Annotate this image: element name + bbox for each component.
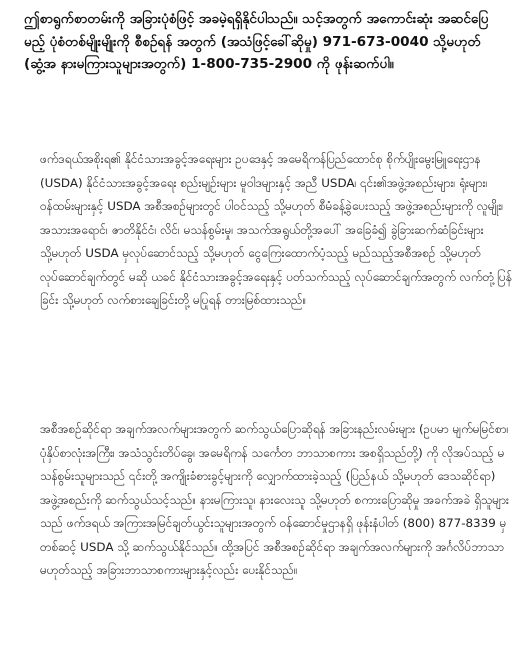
accessibility-paragraph: အစီအစဉ်ဆိုင်ရာ အချက်အလက်များအတွက် ဆက်သွယ်ပြောဆိုရန် အခြားနည်းလမ်းများ (ဥပမာ မျက်မမြင်စာ၊ ပုံနှိပ်စာလုံးအကြီး၊ အသံသွင်းတိပ်ခွေ၊ အမေရိကန် သင်္ကေတ ဘာသာစကား အစရှိသည်တို့) ကို လိုအပ်သည့် မသန်စွမ်းသူများသည် ၎င်းတို့ အကျိုးခံစားခွင့်များကို လျှောက်ထားခဲ့သည့် (ပြည်နယ် သို့မဟုတ် ဒေသဆိုင်ရာ) အဖွဲ့အစည်းကို ဆက်သွယ်သင့်သည်။ နားမကြားသူ၊ နားလေးသူ သို့မဟုတ် စကားပြောဆိုမှု အခက်အခဲ ရှိသူများသည် ဖက်ဒရယ် အကြားအမြင်ချတ်ယွင်းသူများအတွက် ဝန်ဆောင်မှုဌာနရှိ ဖုန်းနံပါတ် (800) 877-8339 မှတစ်ဆင့် USDA သို့ ဆက်သွယ်နိုင်သည်။ ထို့အပြင် အစီအစဉ်ဆိုင်ရာ အချက်အလက်များကို အင်္ဂလိပ်ဘာသာ မဟုတ်သည့် အခြားဘာသာစကားများနှင့်လည်း ပေးနိုင်သည်။ [40, 422, 509, 577]
nondiscrimination-paragraph: ဖက်ဒရယ်အစိုးရ၏ နိုင်ငံသားအခွင့်အရေးများ ဥပဒေနှင့် အမေရိကန်ပြည်ထောင်စု စိုက်ပျိုးမွေးမြူရေးဌာန (USDA) နိုင်ငံသားအခွင့်အရေး စည်းမျဉ်းများ မူဝါဒများနှင့် အညီ USDA၊ ၎င်း၏အဖွဲ့အစည်းများ၊ ရုံးများ၊ ဝန်ထမ်းများနှင့် USDA အစီအစဉ်များတွင် ပါဝင်သည့် သို့မဟုတ် စီမံခန့်ခွဲပေးသည့် အဖွဲ့အစည်းများကို လူမျိုး၊ အသားအရောင်၊ ဇာတိနိုင်ငံ၊ လိင်၊ မသန်စွမ်းမှု၊ အသက်အရွယ်တို့အပေါ် အခြေခံ၍ ခွဲခြားဆက်ဆံခြင်းများ သို့မဟုတ် USDA မှလုပ်ဆောင်သည့် သို့မဟုတ် ငွေကြေးထောက်ပံ့သည့် မည်သည့်အစီအစဉ် သို့မဟုတ် လုပ်ဆောင်ချက်တွင် မဆို ယခင် နိုင်ငံသားအခွင့်အရေးနှင့် ပတ်သက်သည့် လုပ်ဆောင်ချက်အတွက် လက်တုံ့ပြန်ခြင်း သို့မဟုတ် လက်စားချေခြင်းတို့ မပြုရန် တားမြစ်ထားသည်။ [40, 152, 512, 307]
notice-heading: ဤစာရွက်စာတမ်းကို အခြားပုံစံဖြင့် အခမဲ့ရရှိနိုင်ပါသည်။ သင့်အတွက် အကောင်းဆုံး အဆင်ပြေမည့် ပုံစံတစ်မျိုးမျိုးကို စီစဉ်ရန် အတွက် (အသံဖြင့်ခေါ်ဆိုမှု) 971-673-0040 သို့မဟုတ် (ဆွံ့အ နားမကြားသူများအတွက်) 1-800-735-2900 ကို ဖုန်းဆက်ပါ။ [24, 11, 489, 73]
